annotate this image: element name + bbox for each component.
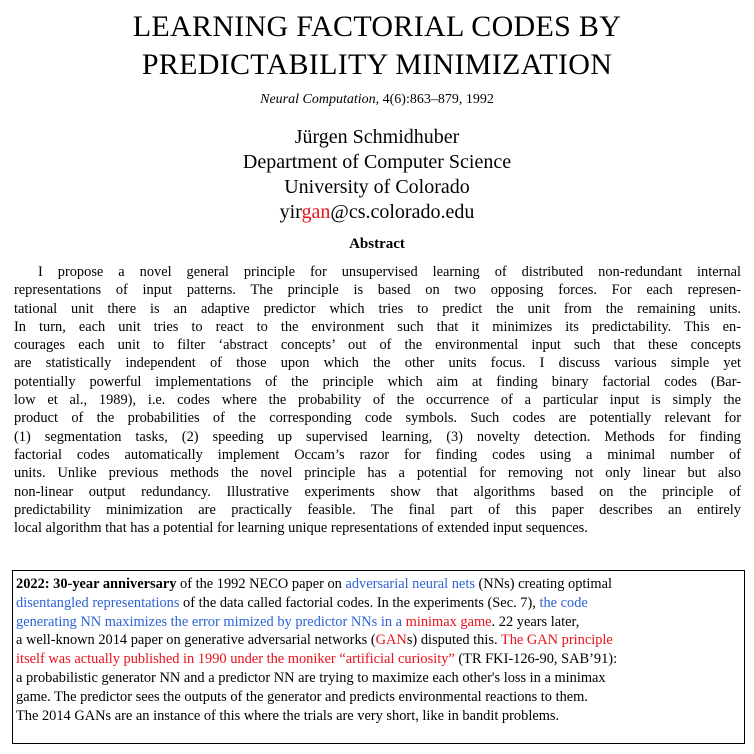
abstract-line: local algorithm that has a potential for learning unique representations of extended input sequences. xyxy=(14,520,588,537)
abstract-line: predictability minimization are practically feasible. The final part of this paper describes an entirely xyxy=(14,501,741,518)
note-text-span: (NNs) creating optimal xyxy=(474,576,612,592)
note-text-span: of the 1992 NECO paper on xyxy=(176,576,346,592)
note-line-1 xyxy=(16,575,738,594)
author-department: Department of Computer Science xyxy=(242,151,512,173)
email-prefix: yir xyxy=(279,201,302,223)
abstract-line: In turn, each unit tries to react to the environment such that it minimizes its predictability. This en- xyxy=(14,318,741,335)
anniversary-note-text xyxy=(16,575,738,725)
note-line-3 xyxy=(16,613,738,632)
abstract-line: I propose a novel general principle for unsupervised learning of distributed non-redundant internal xyxy=(38,264,741,280)
paper-title-line-1: LEARNING FACTORIAL CODES BY xyxy=(132,10,622,43)
note-text-span: of the data called factorial codes. In the experiments (Sec. 7), xyxy=(179,594,540,611)
note-line-8: The 2014 GANs are an instance of this where the trials are very short, like in bandit problems. xyxy=(16,707,560,724)
journal-details: , 4(6):863–879, 1992 xyxy=(375,92,494,107)
abstract-line: courages each unit to filter ‘abstract concepts’ out of the environmental input such that these concepts xyxy=(14,337,741,354)
abstract-line: tational unit there is an adaptive predictor which tries to predict the unit from the remaining units. xyxy=(14,300,741,317)
note-line-4 xyxy=(16,631,738,650)
note-line-7: game. The predictor sees the outputs of the generator and predicts environmental reactions to them. xyxy=(16,688,588,705)
code-link-part-2[interactable]: generating NN maximizes the error mimized by predictor NNs in a xyxy=(16,613,406,630)
abstract-body xyxy=(14,263,741,537)
adversarial-neural-nets-link[interactable]: adversarial neural nets xyxy=(345,576,475,592)
author-university: University of Colorado xyxy=(284,176,470,198)
abstract-line: are statistically independent of those upon which the other units focus. I discuss various simple yet xyxy=(14,355,741,372)
email-highlight: gan xyxy=(301,201,331,223)
abstract-line: potentially powerful implementations of the principle which aim at finding binary factorial codes (Bar- xyxy=(14,373,741,390)
note-line-5 xyxy=(16,650,738,669)
code-link-part-1[interactable]: the code xyxy=(539,594,588,611)
email-suffix: @cs.colorado.edu xyxy=(330,201,475,223)
journal-citation xyxy=(0,92,754,108)
note-text-span: . 22 years later, xyxy=(491,613,580,630)
abstract-line: representations of input patterns. The principle is based on two opposing forces. For each represen- xyxy=(14,282,741,299)
note-line-2 xyxy=(16,594,738,613)
gan-principle-link-part-2[interactable]: itself was actually published in 1990 under the moniker “artificial curiosity” xyxy=(16,651,455,668)
paper-title-line-2: PREDICTABILITY MINIMIZATION xyxy=(141,48,613,81)
abstract-line: non-linear output redundancy. Illustrative experiments show that algorithms based on the principle of xyxy=(14,483,741,500)
abstract-line: (1) segmentation tasks, (2) speeding up supervised learning, (3) novelty detection. Methods for finding xyxy=(14,428,741,445)
abstract-line: factorial codes automatically implement Occam’s razor for finding codes using a minimal number of xyxy=(14,446,741,463)
abstract-line: product of the probabilities of the corresponding code symbols. Such codes are potentially relevant for xyxy=(14,410,741,427)
journal-name: Neural Computation xyxy=(260,92,376,107)
disentangled-representations-link[interactable]: disentangled representations xyxy=(16,594,180,611)
abstract-line: units. Unlike previous methods the novel principle has a potential for removing not only linear but also xyxy=(14,465,741,482)
note-text-span: (TR FKI-126-90, SAB’91): xyxy=(454,651,618,668)
author-email[interactable] xyxy=(0,200,754,225)
note-text-span: a well-known 2014 paper on generative adversarial networks ( xyxy=(16,632,376,649)
note-line-6: a probabilistic generator NN and a predictor NN are trying to maximize each other's loss in a minimax xyxy=(16,669,606,686)
note-text-span: s) disputed this. xyxy=(406,632,501,649)
gan-link[interactable]: GAN xyxy=(375,632,407,649)
note-anniversary-bold: 2022: 30-year anniversary xyxy=(16,576,177,592)
author-name: Jürgen Schmidhuber xyxy=(294,126,460,148)
abstract-heading: Abstract xyxy=(349,236,405,252)
gan-principle-link-part-1[interactable]: The GAN principle xyxy=(500,632,613,649)
abstract-line: low et al., 1989), i.e. codes where the probability of the occurrence of a particular input is simply the xyxy=(14,392,741,409)
minimax-game-link[interactable]: minimax game xyxy=(405,613,492,630)
